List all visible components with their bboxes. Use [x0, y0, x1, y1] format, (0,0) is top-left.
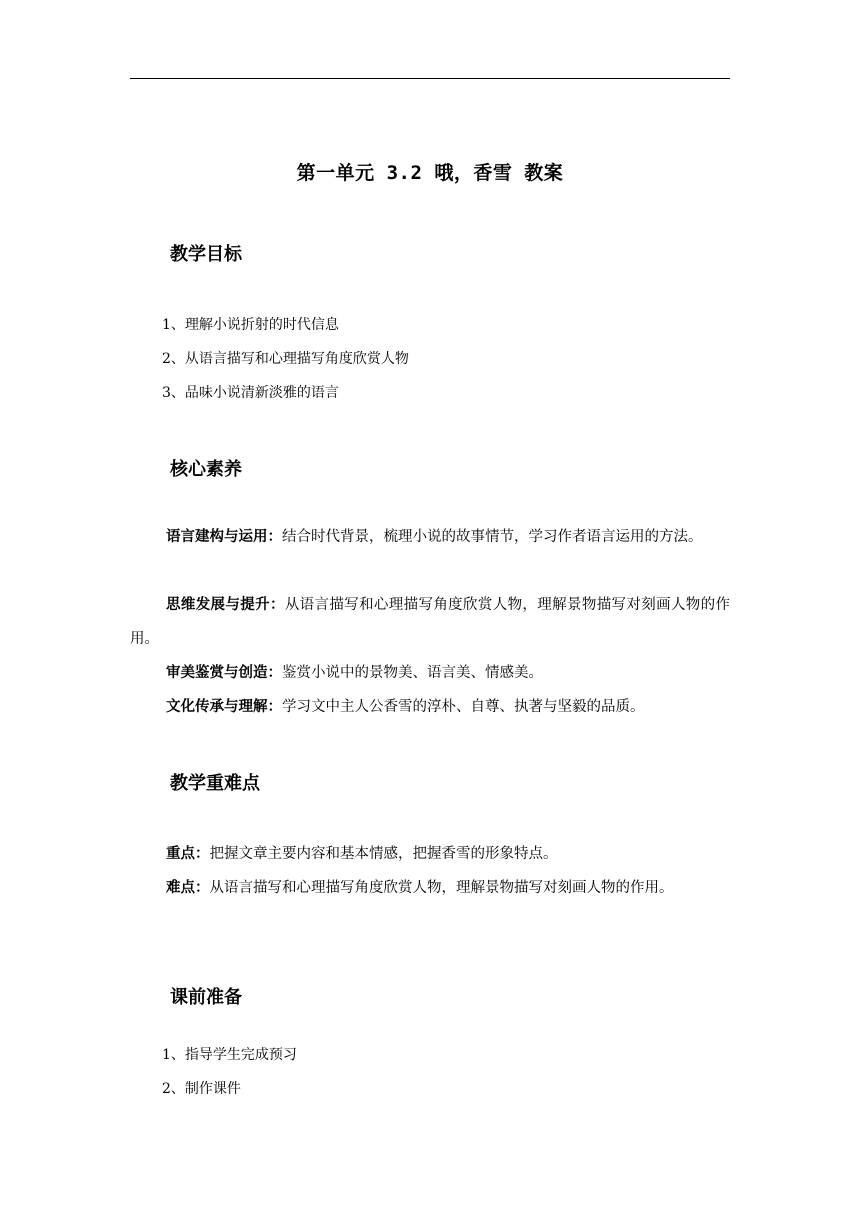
- list-item: 2、从语言描写和心理描写角度欣赏人物: [162, 351, 409, 367]
- page-title: 第一单元 3.2 哦，香雪 教案: [296, 162, 564, 184]
- literacy-paragraph: [130, 588, 730, 656]
- key-point-paragraph: [130, 837, 730, 871]
- section-heading-preparation: 课前准备: [170, 987, 242, 1008]
- list-item: 2、制作课件: [162, 1081, 241, 1097]
- paragraph-text: 从语言描写和心理描写角度欣赏人物，理解景物描写对刻画人物的作用。: [209, 880, 674, 896]
- list-item: 1、指导学生完成预习: [162, 1047, 297, 1063]
- list-item: 1、理解小说折射的时代信息: [162, 317, 339, 333]
- paragraph-text: 学习文中主人公香雪的淳朴、自尊、执著与坚毅的品质。: [282, 699, 645, 715]
- paragraph-text: 结合时代背景，梳理小说的故事情节，学习作者语言运用的方法。: [282, 529, 703, 545]
- header-rule: [130, 78, 730, 79]
- section-heading-key-points: 教学重难点: [170, 773, 260, 794]
- literacy-paragraph: [130, 520, 730, 554]
- paragraph-text: 从语言描写和心理描写角度欣赏人物，理解景物描写对刻画人物的作用。: [130, 597, 730, 647]
- key-point-paragraph: [130, 871, 730, 905]
- literacy-paragraph: [130, 656, 730, 690]
- paragraph-label: 文化传承与理解：: [166, 698, 282, 715]
- literacy-paragraph: [130, 690, 730, 724]
- section-heading-objectives: 教学目标: [170, 244, 242, 265]
- list-item: 3、品味小说清新淡雅的语言: [162, 385, 339, 401]
- paragraph-label: 审美鉴赏与创造：: [166, 664, 282, 681]
- section-heading-literacy: 核心素养: [170, 459, 242, 480]
- paragraph-label: 思维发展与提升：: [166, 596, 285, 613]
- paragraph-text: 鉴赏小说中的景物美、语言美、情感美。: [282, 665, 543, 681]
- paragraph-label: 重点：: [166, 845, 210, 862]
- paragraph-label: 难点：: [166, 879, 210, 896]
- paragraph-label: 语言建构与运用：: [166, 528, 282, 545]
- paragraph-text: 把握文章主要内容和基本情感，把握香雪的形象特点。: [209, 846, 558, 862]
